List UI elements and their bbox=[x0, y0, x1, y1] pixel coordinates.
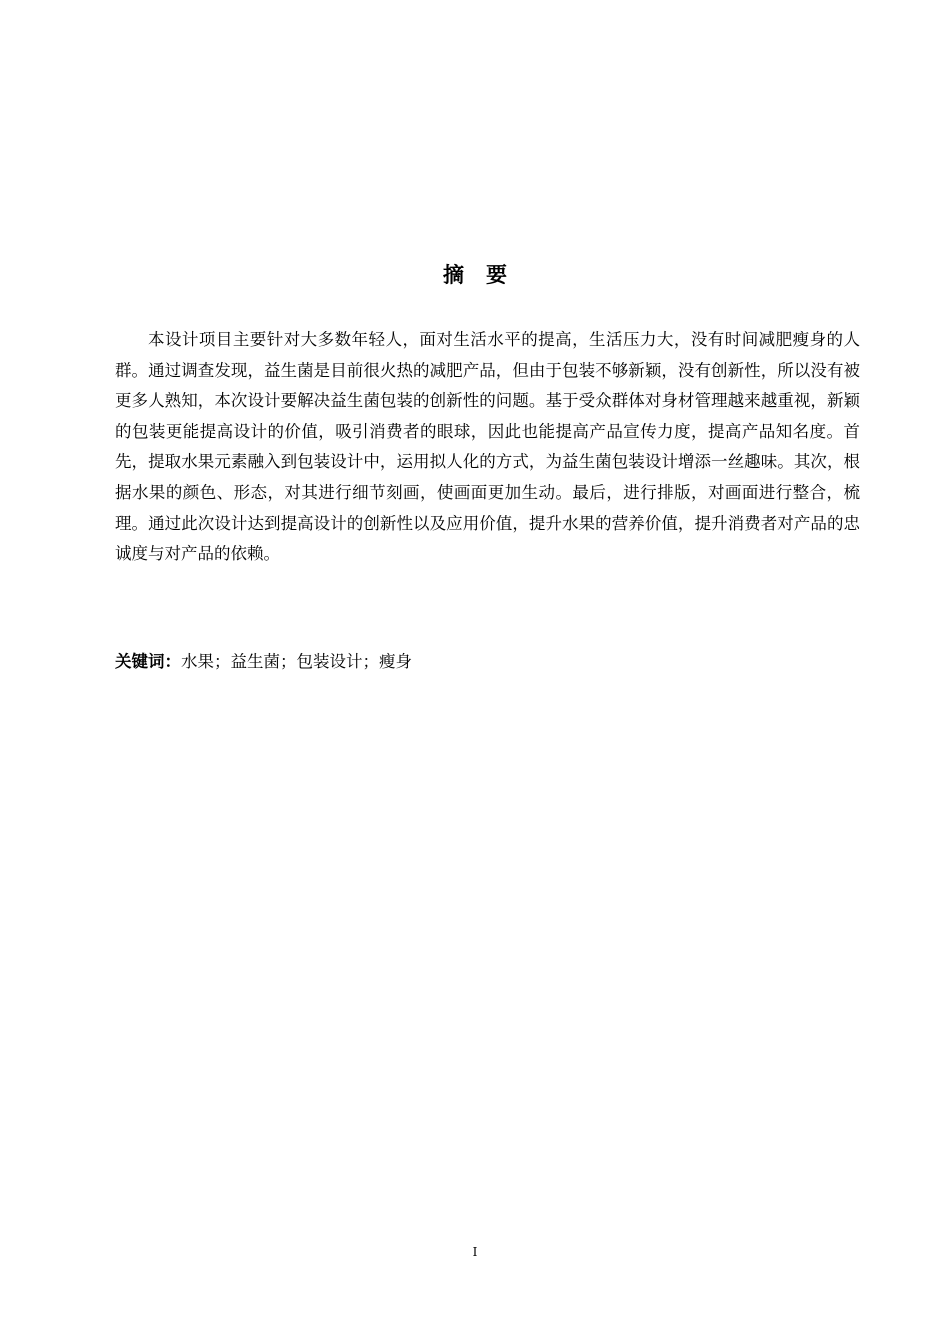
keywords-list: 水果；益生菌；包装设计；瘦身 bbox=[181, 652, 412, 671]
abstract-title: 摘要 bbox=[443, 263, 529, 287]
abstract-body: 本设计项目主要针对大多数年轻人，面对生活水平的提高，生活压力大，没有时间减肥瘦身的人群。通过调查发现，益生菌是目前很火热的减肥产品，但由于包装不够新颖，没有创新性，所以没有被更多人熟知，本次设计要解决益生菌包装的创新性的问题。基于受众群体对身材管理越来越重视，新颖的包装更能提高设计的价值，吸引消费者的眼球，因此也能提高产品宣传力度，提高产品知名度。首先，提取水果元素融入到包装设计中，运用拟人化的方式，为益生菌包装设计增添一丝趣味。其次，根据水果的颜色、形态，对其进行细节刻画，使画面更加生动。最后，进行排版，对画面进行整合，梳理。通过此次设计达到提高设计的创新性以及应用价值，提升水果的营养价值，提升消费者对产品的忠诚度与对产品的依赖。 bbox=[115, 330, 860, 564]
keywords-label: 关键词： bbox=[115, 652, 181, 671]
page-number: I bbox=[472, 1245, 478, 1259]
keywords-line bbox=[115, 647, 860, 677]
